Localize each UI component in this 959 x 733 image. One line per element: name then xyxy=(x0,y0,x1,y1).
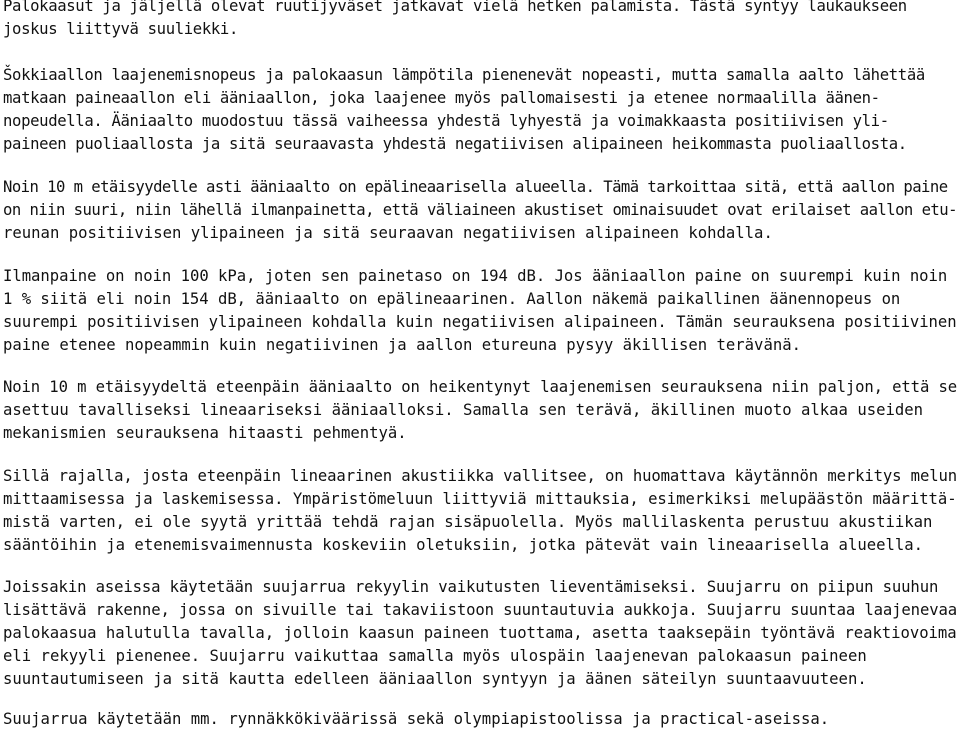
text-line: eli rekyyli pienenee. Suujarru vaikuttaa samalla myös ulospäin laajenevan palokaasun paineen xyxy=(3,647,867,665)
text-line: Noin 10 m etäisyydeltä eteenpäin ääniaalto on heikentynyt laajenemisen seurauksena niin paljon, että se xyxy=(3,378,957,396)
paragraph-measurement-boundary xyxy=(3,465,957,557)
text-line: Sillä rajalla, josta eteenpäin lineaarinen akustiikka vallitsee, on huomattava käytännön merkitys melun xyxy=(3,467,957,485)
paragraph-muzzle-brake xyxy=(3,576,957,691)
text-line: asettuu tavalliseksi lineaariseksi ääniaalloksi. Samalla sen terävä, äkillinen muoto alkaa useiden xyxy=(3,401,924,419)
text-line: 1 % siitä eli noin 154 dB, ääniaalto on epälineaarinen. Aallon näkemä paikallinen äänennopeus on xyxy=(3,290,901,308)
text-line: Joissakin aseissa käytetään suujarrua rekyylin vaikutusten lieventämiseksi. Suujarru on piipun suuhun xyxy=(3,578,939,596)
text-line: paineen puoliaallosta ja sitä seuraavasta yhdestä negatiivisen alipaineen heikommasta puoliaallosta. xyxy=(3,135,907,153)
paragraph-brake-usage xyxy=(3,708,829,731)
text-line: Ilmanpaine on noin 100 kPa, joten sen painetaso on 194 dB. Jos ääniaallon paine on suurempi kuin noin xyxy=(3,267,948,285)
text-line: Suujarrua käytetään mm. rynnäkkökiväärissä sekä olympiapistoolissa ja practical-aseissa. xyxy=(3,710,830,728)
paragraph-muzzle-flash xyxy=(3,0,907,41)
text-line: sääntöihin ja etenemisvaimennusta koskeviin oletuksiin, jotka pätevät vain lineaarisella alueella. xyxy=(3,536,924,554)
text-line: suurempi positiivisen ylipaineen kohdalla kuin negatiivisen alipaineen. Tämän seurauksena positiivinen xyxy=(3,313,957,331)
text-line: paine etenee nopeammin kuin negatiivinen ja aallon etureuna pysyy äkillisen terävänä. xyxy=(3,336,801,354)
paragraph-pressure-level xyxy=(3,265,957,357)
paragraph-nonlinear-region xyxy=(3,176,957,245)
paragraph-shock-wave xyxy=(3,64,925,156)
text-line: nopeudella. Ääniaalto muodostuu tässä vaiheessa yhdestä lyhyestä ja voimakkaasta positiivisen yli- xyxy=(3,112,889,130)
text-line: on niin suuri, niin lähellä ilmanpainetta, että väliaineen akustiset ominaisuudet ovat erilaiset aallon etu- xyxy=(3,201,957,219)
text-line: Šokkiaallon laajenemisnopeus ja palokaasun lämpötila pienenevät nopeasti, mutta samalla aalto lähettää xyxy=(3,66,925,84)
text-line: lisättävä rakenne, jossa on sivuille tai takaviistoon suuntautuvia aukkoja. Suujarru suuntaa laajenevaa xyxy=(3,601,957,619)
text-line: joskus liittyvä suuliekki. xyxy=(3,20,238,38)
text-line: mittaamisessa ja laskemisessa. Ympäristömeluun liittyviä mittauksia, esimerkiksi melupäästön määrittä- xyxy=(3,490,957,508)
text-line: reunan positiivisen ylipaineen ja sitä seuraavan negatiivisen alipaineen kohdalla. xyxy=(3,224,773,242)
text-line: mekanismien seurauksena hitaasti pehmentyä. xyxy=(3,424,407,442)
text-line: Noin 10 m etäisyydelle asti ääniaalto on epälineaarisella alueella. Tämä tarkoittaa sitä, että aallon paine xyxy=(3,178,948,196)
text-line: mistä varten, ei ole syytä yrittää tehdä rajan sisäpuolella. Myös mallilaskenta perustuu akustiikan xyxy=(3,513,933,531)
paragraph-linear-wave xyxy=(3,376,957,445)
text-line: palokaasua halutulla tavalla, jolloin kaasun paineen tuottama, asetta taaksepäin työntävä reaktiovoima xyxy=(3,624,957,642)
text-line: suuntautumiseen ja sitä kautta edelleen ääniaallon syntyyn ja äänen säteilyn suuntaavuuteen. xyxy=(3,670,867,688)
text-line: matkaan paineaallon eli ääniaallon, joka laajenee myös pallomaisesti ja etenee normaalilla äänen- xyxy=(3,89,880,107)
text-line: Palokaasut ja jäljellä olevat ruutijyväset jatkavat vielä hetken palamista. Tästä syntyy laukaukseen xyxy=(3,0,907,15)
